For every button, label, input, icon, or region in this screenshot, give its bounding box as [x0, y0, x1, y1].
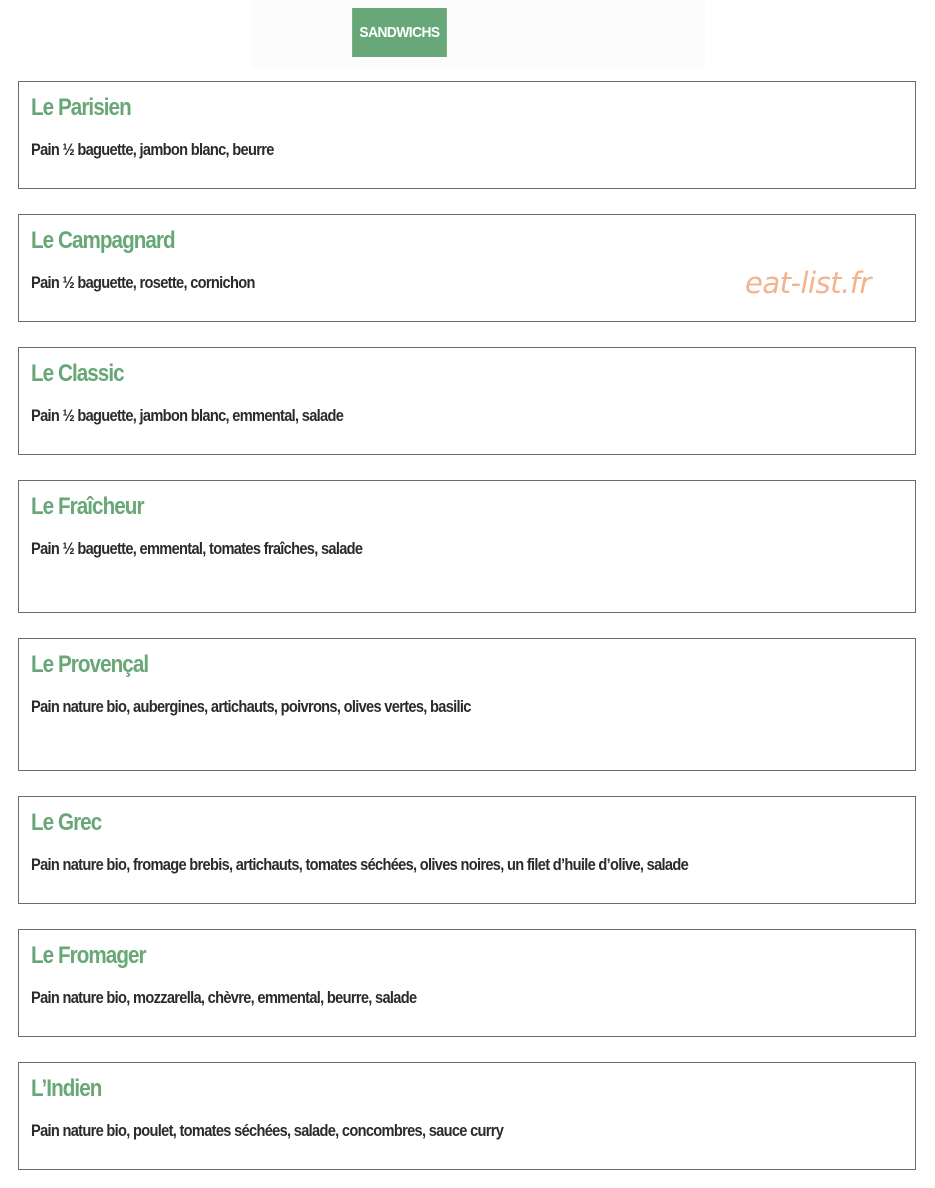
menu-item-description: Pain nature bio, mozzarella, chèvre, emmental, beurre, salade — [31, 988, 417, 1007]
menu-item-name: Le Parisien — [31, 94, 131, 121]
menu-item-name: Le Fromager — [31, 942, 146, 969]
menu-item-card — [18, 796, 916, 904]
menu-item-name: Le Provençal — [31, 651, 149, 678]
menu-item-name: L’Indien — [31, 1075, 102, 1102]
menu-item-card — [18, 638, 916, 771]
menu-item-card — [18, 347, 916, 455]
watermark-text: eat-list.fr — [745, 266, 871, 300]
menu-item-card — [18, 81, 916, 189]
menu-item-description: Pain nature bio, poulet, tomates séchées, salade, concombres, sauce curry — [31, 1121, 504, 1140]
category-tab-strip — [252, 0, 705, 68]
menu-item-card — [18, 480, 916, 613]
menu-item-name: Le Campagnard — [31, 227, 175, 254]
menu-item-name: Le Classic — [31, 360, 124, 387]
menu-item-description: Pain ½ baguette, emmental, tomates fraîches, salade — [31, 539, 363, 558]
menu-item-name: Le Fraîcheur — [31, 493, 144, 520]
menu-item-card — [18, 1062, 916, 1170]
menu-item-description: Pain ½ baguette, rosette, cornichon — [31, 273, 255, 292]
menu-item-description: Pain nature bio, fromage brebis, artichauts, tomates séchées, olives noires, un filet d’huile d’olive, salade — [31, 855, 689, 874]
menu-item-name: Le Grec — [31, 809, 102, 836]
menu-item-description: Pain ½ baguette, jambon blanc, emmental, salade — [31, 406, 344, 425]
tab-sandwichs[interactable]: SANDWICHS — [352, 8, 447, 57]
menu-item-card — [18, 929, 916, 1037]
menu-item-description: Pain nature bio, aubergines, artichauts, poivrons, olives vertes, basilic — [31, 697, 471, 716]
menu-item-description: Pain ½ baguette, jambon blanc, beurre — [31, 140, 274, 159]
